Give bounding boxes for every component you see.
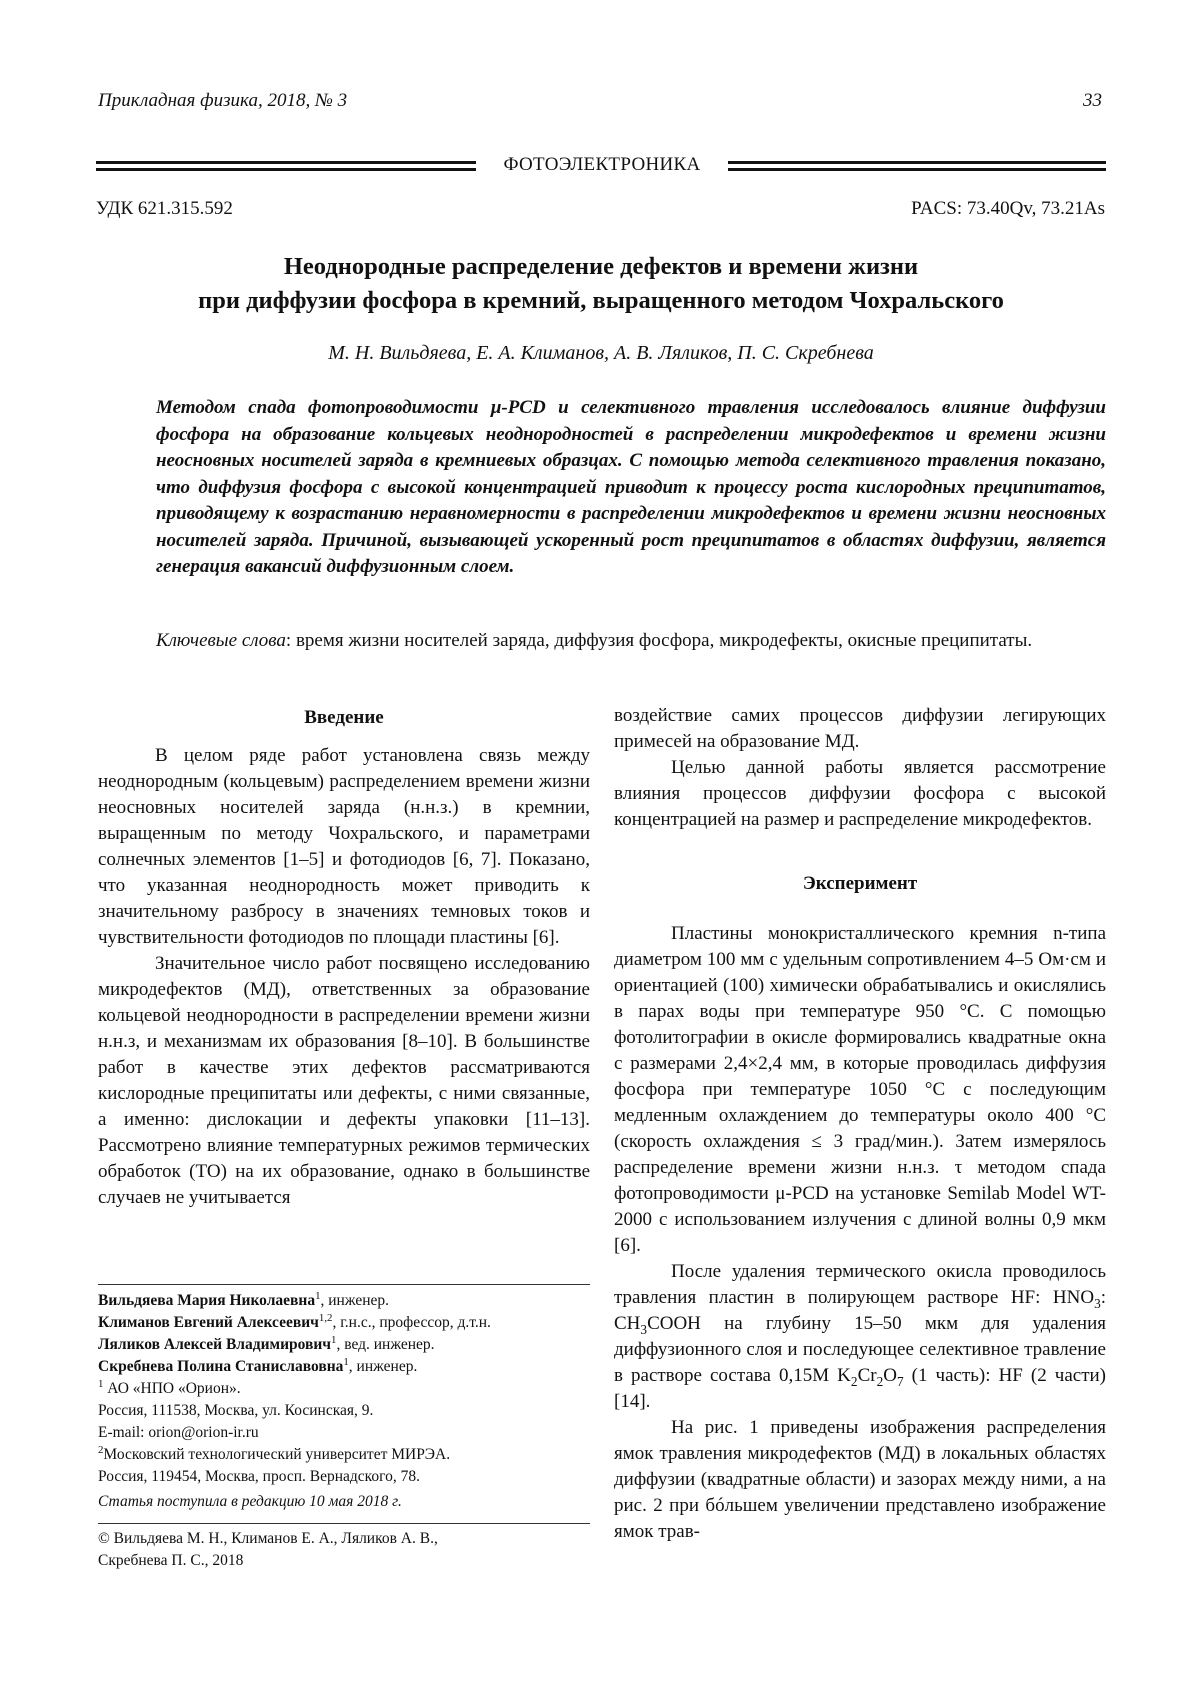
goal-paragraph: Целью данной работы является рассмотрение влияния процессов диффузии фосфора с высокой концентрацией на размер и распределение микродефектов. [614,755,1106,833]
experiment-paragraph-2: После удаления термического окисла проводилось травления пластин в полирующем растворе HF: HNO3: CH3COOH на глубину 15–50 мкм для удаления диффузионного слоя и последующее селективное травление в растворе состава 0,15M K2Cr2O7 (1 часть): HF (2 части) [14]. [614,1259,1106,1415]
right-column [614,703,1106,1545]
title-line-2: при диффузии фосфора в кремний, выращенного методом Чохральского [96,284,1106,318]
keywords-label: Ключевые слова [156,630,286,651]
page-number: 33 [1083,90,1102,112]
heading-introduction: Введение [98,705,590,731]
intro-paragraph-2: Значительное число работ посвящено исследованию микродефектов (МД), ответственных за образование кольцевой неоднородности в распределении времени жизни н.н.з, и механизмам их образования [8–10]. В большинстве работ в качестве этих дефектов рассматриваются кислородные преципитаты или дефекты, с ними связанные, а именно: дислокации и дефекты упаковки [11–13]. Рассмотрено влияние температурных режимов термических обработок (ТО) на их образование, однако в большинстве случаев не учитывается [98,951,590,1211]
author-3-name: Ляликов Алексей Владимирович [98,1336,331,1353]
keywords [156,628,1106,655]
affiliation-2: Московский технологический университет МИРЭА. [103,1446,450,1463]
experiment-paragraph-1: Пластины монокристаллического кремния n-типа диаметром 100 мм с удельным сопротивлением 4–5 Ом·см и ориентацией (100) химически обрабатывались и окислялись в парах воды при температуре 950 °С. С помощью фотолитографии в окисле формировались квадратные окна с размерами 2,4×2,4 мм, в которые проводилась диффузия фосфора при температуре 1050 °С с последующим медленным охлаждением до температуры около 400 °С (скорость охлаждения ≤ 3 град/мин.). Затем измерялось распределение времени жизни н.н.з. τ методом спада фотопроводимости μ-PCD на установке Semilab Model WT-2000 с использованием излучения с длиной волны 0,9 мкм [6]. [614,921,1106,1259]
author-4-name: Скребнева Полина Станиславовна [98,1358,343,1375]
section-rule-left [96,161,476,171]
affiliation-1-email: E-mail: orion@orion-ir.ru [98,1422,590,1444]
received-date: Статья поступила в редакцию 10 мая 2018 г. [98,1493,402,1511]
copyright: © Вильдяева М. Н., Климанов Е. А., Ляликов А. В., Скребнева П. С., 2018 [98,1528,590,1572]
left-column [98,705,590,1211]
author-2-name: Климанов Евгений Алексеевич [98,1314,319,1331]
section-label: ФОТОЭЛЕКТРОНИКА [476,154,728,176]
journal-header: Прикладная физика, 2018, № 3 [98,90,347,112]
intro-paragraph-1: В целом ряде работ установлена связь между неоднородным (кольцевым) распределением времени жизни неосновных носителей заряда (н.н.з.) в кремнии, выращенным по методу Чохральского, и параметрами солнечных элементов [1–5] и фотодиодов [6, 7]. Показано, что указанная неоднородность может приводить к значительному разбросу в значениях темновых токов и чувствительности фотодиодов по площади пластины [6]. [98,743,590,951]
pacs-code: PACS: 73.40Qv, 73.21As [911,198,1105,220]
title-line-1: Неоднородные распределение дефектов и времени жизни [96,250,1106,284]
intro-continuation: воздействие самих процессов диффузии легирующих примесей на образование МД. [614,703,1106,755]
article-title [96,250,1106,318]
author-1-name: Вильдяева Мария Николаевна [98,1292,315,1309]
author-footnotes: Вильдяева Мария Николаевна1, инженер. Климанов Евгений Алексеевич1,2, г.н.с., профессор, д.т.н. Ляликов Алексей Владимирович1, вед. инженер. Скребнева Полина Станиславовна1, инженер. 1 АО «НПО «Орион». Россия, 111538, Москва, ул. Косинская, 9. E-mail: orion@orion-ir.ru 2Московский технологический университет МИРЭА. Россия, 119454, Москва, просп. Вернадского, 78. [98,1290,590,1488]
experiment-paragraph-3: На рис. 1 приведены изображения распределения ямок травления микродефектов (МД) в локальных областях диффузии (квадратные области) и зазорах между ними, а на рис. 2 при бóльшем увеличении представлено изображение ямок трав- [614,1415,1106,1545]
affiliation-1-address: Россия, 111538, Москва, ул. Косинская, 9. [98,1400,590,1422]
heading-experiment: Эксперимент [614,871,1106,897]
keywords-text: : время жизни носителей заряда, диффузия фосфора, микродефекты, окисные преципитаты. [286,630,1032,651]
affiliation-1: АО «НПО «Орион». [103,1380,240,1397]
abstract: Методом спада фотопроводимости μ-PCD и селективного травления исследовалось влияние диффузии фосфора на образование кольцевых неоднородностей в распределении микродефектов и времени жизни неосновных носителей заряда в кремниевых образцах. С помощью метода селективного травления показано, что диффузия фосфора с высокой концентрацией приводит к процессу роста кислородных преципитатов, приводящему к возрастанию неравномерности в распределении микродефектов и времени жизни неосновных носителей заряда. Причиной, вызывающей ускоренный рост преципитатов в областях диффузии, является генерация вакансий диффузионным слоем. [156,395,1106,581]
authors-line: М. Н. Вильдяева, Е. А. Климанов, А. В. Ляликов, П. С. Скребнева [96,342,1106,365]
section-rule-right [728,161,1106,171]
footnote-divider [98,1284,590,1285]
udk-code: УДК 621.315.592 [96,198,233,220]
copyright-divider [98,1523,590,1524]
affiliation-2-address: Россия, 119454, Москва, просп. Вернадского, 78. [98,1466,590,1488]
